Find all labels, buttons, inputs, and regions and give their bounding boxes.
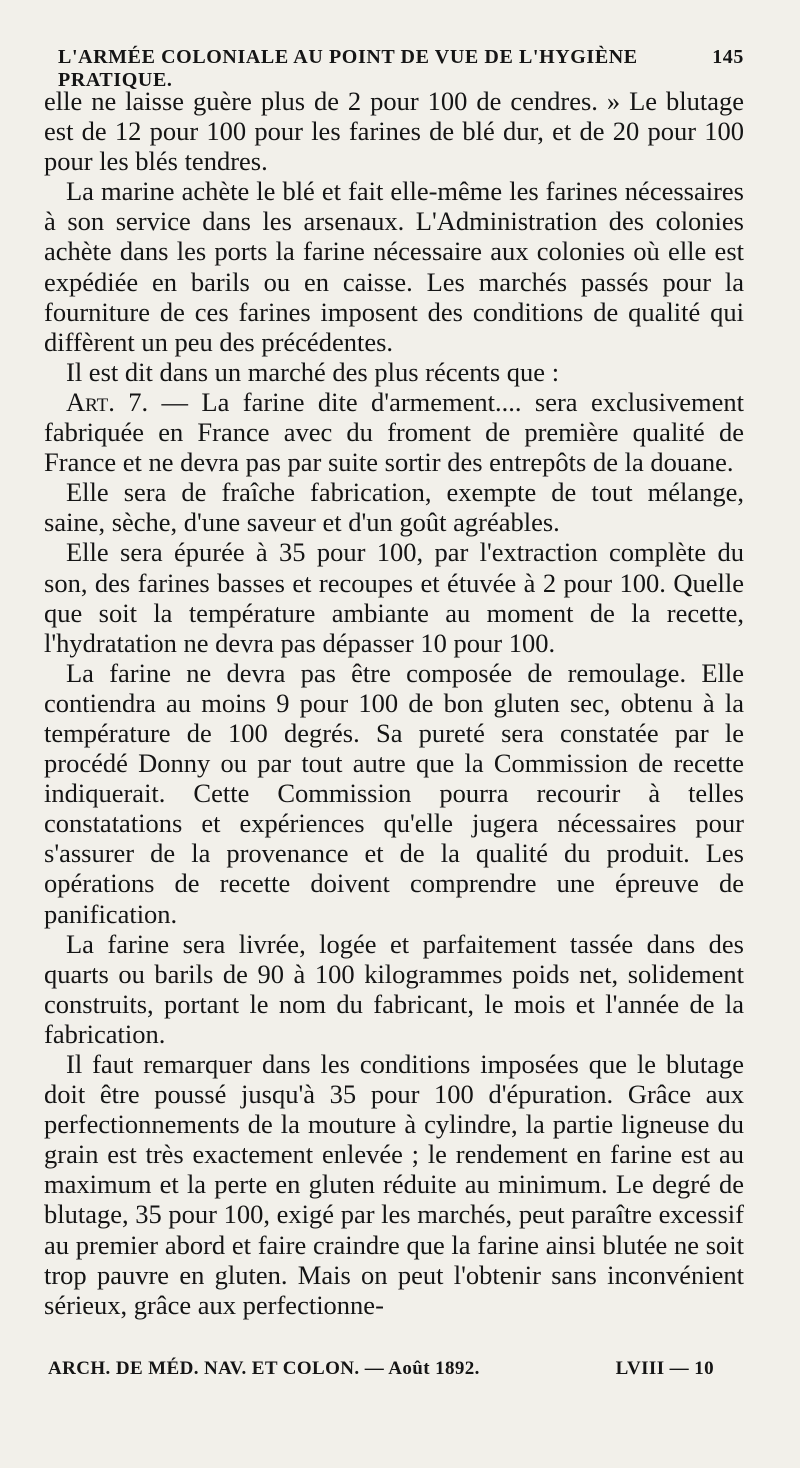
document-page (44, 40, 744, 1440)
paragraph-1: elle ne laisse guère plus de 2 pour 100 de cendres. » Le blutage est de 12 pour 100 pour les farines de blé dur, et de 20 pour 100 pour les blés tendres. (44, 86, 744, 177)
paragraph-3: Il est dit dans un marché des plus récents que : (66, 356, 560, 387)
paragraph-5: Elle sera de fraîche fabrication, exempte de tout mélange, saine, sèche, d'une saveur et d'un goût agréables. (44, 477, 744, 538)
paragraph-2: La marine achète le blé et fait elle-même les farines nécessaires à son service dans les arsenaux. L'Administration des colonies achète dans les ports la farine nécessaire aux colonies où elle est expédiée en barils ou en caisse. Les marchés passés pour la fourniture de ces farines imposent des conditions de qualité qui diffèrent un peu des précédentes. (44, 176, 744, 357)
paragraph-9: Il faut remarquer dans les conditions imposées que le blutage doit être poussé jusqu'à 35 pour 100 d'épuration. Grâce aux perfectionnements de la mouture à cylindre, la partie ligneuse du grain est très exactement enlevée ; le rendement en farine est au maximum et la perte en gluten réduite au minimum. Le degré de blutage, 35 pour 100, exigé par les marchés, peut paraître excessif au premier abord et faire craindre que la farine ainsi blutée ne soit trop pauvre en gluten. Mais on peut l'obtenir sans inconvénient sérieux, grâce aux perfectionne- (44, 1049, 744, 1320)
header-title: L'ARMÉE COLONIALE AU POINT DE VUE DE L'HYGIÈNE PRATIQUE. (58, 46, 638, 91)
paragraph-article (44, 387, 744, 477)
body-text (44, 86, 744, 1320)
page-number: 145 (712, 46, 744, 68)
article-label: Art. 7. (66, 386, 149, 417)
footer-journal: ARCH. DE MÉD. NAV. ET COLON. — Août 1892. (48, 1358, 480, 1379)
footer-signature: LVIII — 10 (615, 1358, 714, 1379)
article-text: — La farine dite d'armement.... sera exclusivement fabriquée en France avec du froment de première qualité de France et ne devra pas par suite sortir des entrepôts de la douane. (44, 386, 744, 478)
page-footer (48, 1358, 714, 1380)
paragraph-8: La farine sera livrée, logée et parfaitement tassée dans des quarts ou barils de 90 à 100 kilogrammes poids net, solidement construits, portant le nom du fabricant, le mois et l'année de la fabrication. (44, 928, 744, 1049)
paragraph-7: La farine ne devra pas être composée de remoulage. Elle contiendra au moins 9 pour 100 de bon gluten sec, obtenu à la température de 100 degrés. Sa pureté sera constatée par le procédé Donny ou par tout autre que la Commission de recette indiquerait. Cette Commission pourra recourir à telles constatations et expériences qu'elle jugera nécessaires pour s'assurer de la provenance et de la qualité du produit. Les opérations de recette doivent comprendre une épreuve de panification. (44, 657, 744, 929)
paragraph-6: Elle sera épurée à 35 pour 100, par l'extraction complète du son, des farines basses et recoupes et étuvée à 2 pour 100. Quelle que soit la température ambiante au moment de la recette, l'hydratation ne devra pas dépasser 10 pour 100. (44, 537, 744, 658)
